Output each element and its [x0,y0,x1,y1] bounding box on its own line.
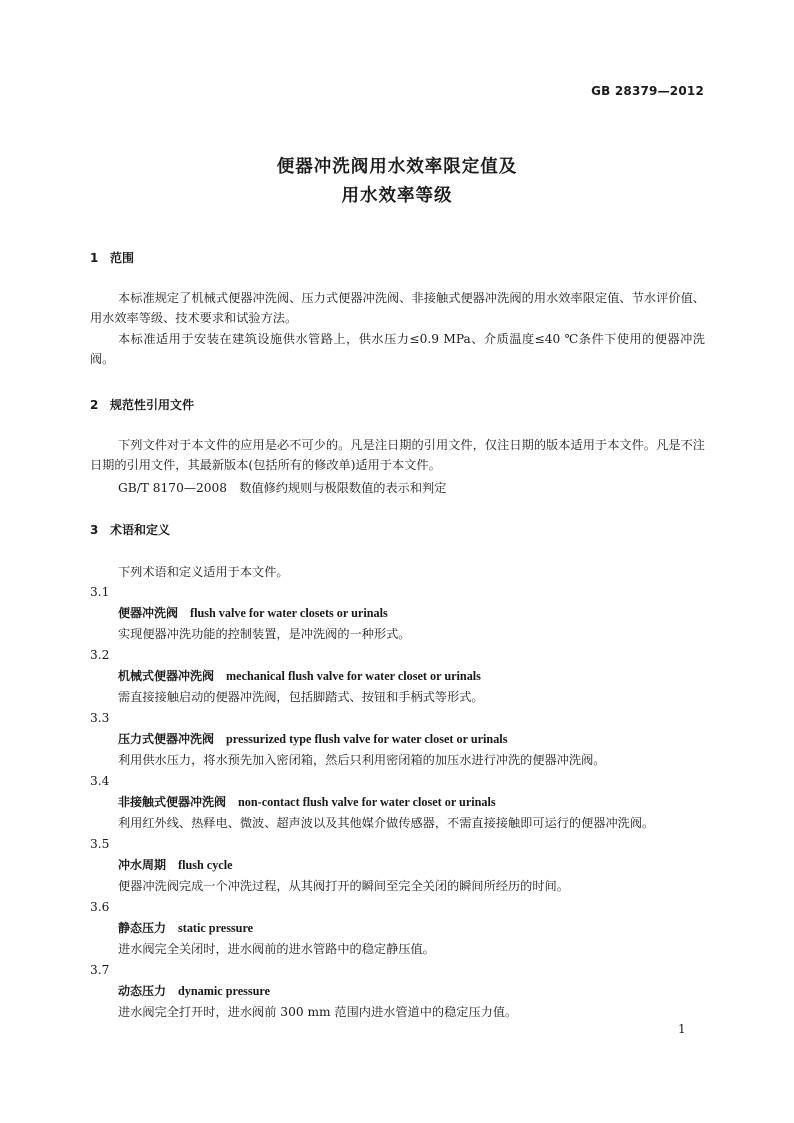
term-zh: 静态压力 [118,921,167,935]
term-heading [118,793,496,810]
standard-code: GB 28379—2012 [591,84,704,98]
term-zh: 动态压力 [118,984,167,998]
term-heading [118,667,481,684]
paragraph: 本标准规定了机械式便器冲洗阀、压力式便器冲洗阀、非接触式便器冲洗阀的用水效率限定值、节水评价值、用水效率等级、技术要求和试验方法。 [90,291,705,325]
term-heading [118,919,253,936]
section-title: 术语和定义 [110,523,171,537]
term-number: 3.2 [90,648,110,662]
section-number: 2 [90,398,99,412]
term-en: flush cycle [178,858,233,872]
term-definition: 便器冲洗阀完成一个冲洗过程，从其阀打开的瞬间至完全关闭的瞬间所经历的时间。 [118,879,569,893]
term-number: 3.6 [90,900,110,914]
term-en: pressurized type flush valve for water closet or urinals [226,732,508,746]
section-2-heading [90,396,194,413]
term-heading [118,730,507,747]
term-number: 3.3 [90,711,110,725]
term-heading [118,982,270,999]
normative-reference: GB/T 8170—2008 数值修约规则与极限数值的表示和判定 [118,481,447,495]
term-number: 3.1 [90,585,110,599]
term-heading [118,856,233,873]
term-heading [118,604,388,621]
paragraph: 本标准适用于安装在建筑设施供水管路上，供水压力≤0.9 MPa、介质温度≤40 ℃条件下使用的便器冲洗阀。 [90,332,705,366]
term-definition: 利用供水压力，将水预先加入密闭箱，然后只利用密闭箱的加压水进行冲洗的便器冲洗阀。 [118,753,606,767]
term-zh: 非接触式便器冲洗阀 [118,795,227,809]
section-number: 3 [90,523,99,537]
term-number: 3.5 [90,837,110,851]
term-zh: 机械式便器冲洗阀 [118,669,215,683]
term-en: dynamic pressure [178,984,270,998]
term-definition: 实现便器冲洗功能的控制装置，是冲洗阀的一种形式。 [118,627,411,641]
document-title-line-2: 用水效率等级 [341,186,453,206]
term-zh: 压力式便器冲洗阀 [118,732,215,746]
term-en: non-contact flush valve for water closet or urinals [238,795,496,809]
page-number: 1 [678,1022,686,1036]
term-definition: 进水阀完全打开时，进水阀前 300 mm 范围内进水管道中的稳定压力值。 [118,1005,518,1019]
term-zh: 便器冲洗阀 [118,606,179,620]
term-number: 3.4 [90,774,110,788]
document-title-line-1: 便器冲洗阀用水效率限定值及 [276,157,518,177]
section-title: 范围 [110,251,135,265]
term-en: flush valve for water closets or urinals [190,606,388,620]
term-definition: 需直接接触启动的便器冲洗阀，包括脚踏式、按钮和手柄式等形式。 [118,690,484,704]
term-en: mechanical flush valve for water closet or urinals [226,669,481,683]
term-number: 3.7 [90,963,110,977]
term-definition: 利用红外线、热释电、微波、超声波以及其他媒介做传感器，不需直接接触即可运行的便器冲洗阀。 [118,816,655,830]
term-zh: 冲水周期 [118,858,167,872]
section-title: 规范性引用文件 [110,398,195,412]
paragraph: 下列文件对于本文件的应用是必不可少的。凡是注日期的引用文件，仅注日期的版本适用于本文件。凡是不注日期的引用文件，其最新版本(包括所有的修改单)适用于本文件。 [90,438,705,472]
section-1-heading [90,249,134,266]
section-number: 1 [90,251,99,265]
terms-intro: 下列术语和定义适用于本文件。 [118,565,289,579]
section-3-heading [90,521,170,538]
term-en: static pressure [178,921,254,935]
term-definition: 进水阀完全关闭时，进水阀前的进水管路中的稳定静压值。 [118,942,435,956]
